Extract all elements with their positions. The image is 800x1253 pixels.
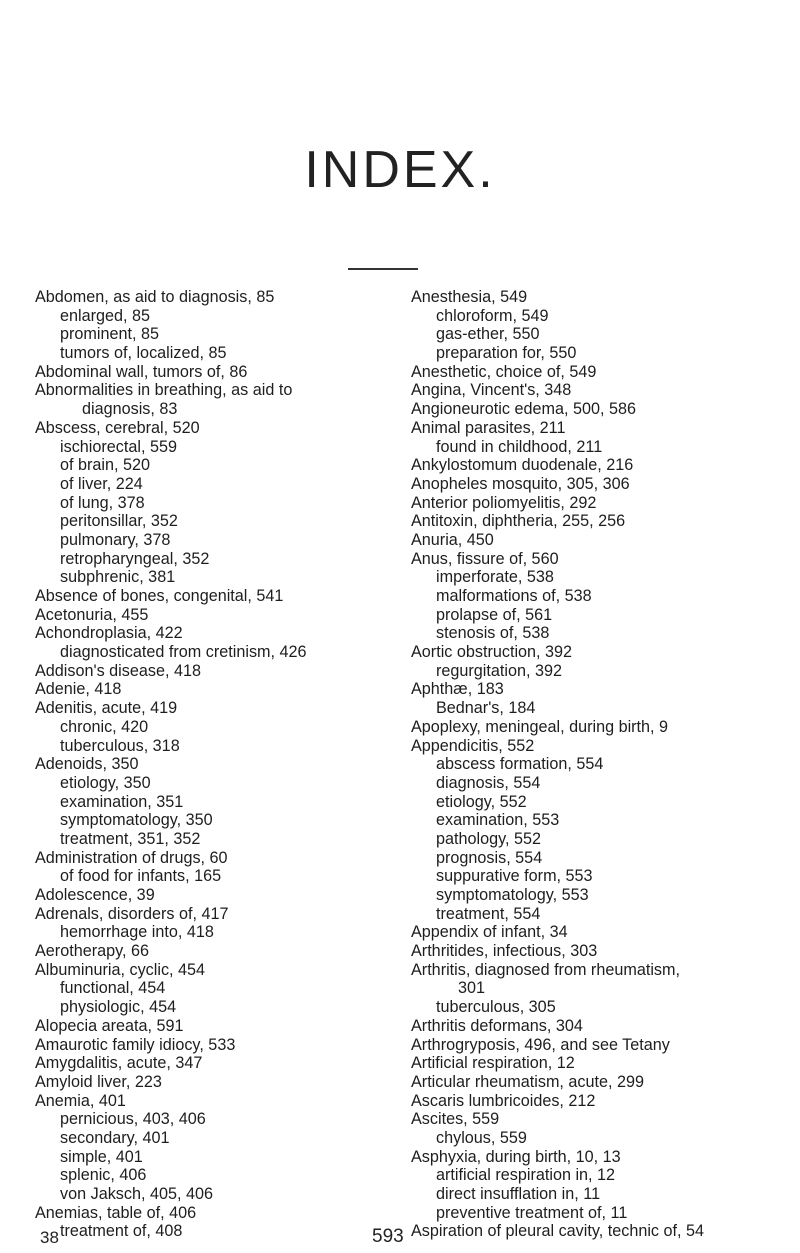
index-entry: Aortic obstruction, 392 xyxy=(411,643,573,662)
index-entry: Adrenals, disorders of, 417 xyxy=(35,904,229,923)
index-entry: Anesthetic, choice of, 549 xyxy=(411,362,597,381)
index-entry: Artificial respiration, 12 xyxy=(411,1054,575,1073)
index-entry: Aerotherapy, 66 xyxy=(35,942,149,961)
index-entry: Anopheles mosquito, 305, 306 xyxy=(411,474,630,493)
index-entry: Addison's disease, 418 xyxy=(35,661,201,680)
index-entry: Anterior poliomyelitis, 292 xyxy=(411,493,597,512)
index-entry: Arthritis, diagnosed from rheumatism, xyxy=(411,960,680,979)
index-entry: peritonsillar, 352 xyxy=(60,512,178,531)
index-entry: examination, 351 xyxy=(60,792,184,811)
index-entry: enlarged, 85 xyxy=(60,306,151,325)
index-entry: pulmonary, 378 xyxy=(60,530,171,549)
index-entry: physiologic, 454 xyxy=(60,998,177,1017)
title-rule xyxy=(348,268,418,270)
index-entry: Adenoids, 350 xyxy=(35,755,139,774)
index-entry: Adenitis, acute, 419 xyxy=(35,699,178,718)
index-entry: preventive treatment of, 11 xyxy=(436,1203,628,1222)
page-title: INDEX. xyxy=(304,141,496,199)
index-entry: Appendicitis, 552 xyxy=(411,736,535,755)
index-entry: Arthritis deformans, 304 xyxy=(411,1016,583,1035)
index-entry: splenic, 406 xyxy=(60,1166,147,1185)
index-entry: retropharyngeal, 352 xyxy=(60,549,210,568)
index-entry: Arthritides, infectious, 303 xyxy=(411,942,598,961)
index-entry: secondary, 401 xyxy=(60,1128,170,1147)
index-entry: tuberculous, 305 xyxy=(436,998,556,1017)
index-entry: tuberculous, 318 xyxy=(60,736,180,755)
index-entry: etiology, 552 xyxy=(436,792,527,811)
index-entry: Abdomen, as aid to diagnosis, 85 xyxy=(35,288,275,306)
index-entry: Anemia, 401 xyxy=(35,1091,126,1110)
index-entry: Albuminuria, cyclic, 454 xyxy=(35,960,206,979)
page-number: 593 xyxy=(372,1226,404,1247)
index-entry: Amyloid liver, 223 xyxy=(35,1072,162,1091)
index-entry: Adolescence, 39 xyxy=(35,886,155,904)
index-entry: Anuria, 450 xyxy=(411,530,494,549)
index-entry: of brain, 520 xyxy=(60,456,150,475)
index-entry: suppurative form, 553 xyxy=(436,867,593,886)
index-entry: Acetonuria, 455 xyxy=(35,605,149,624)
index-entry: diagnosis, 554 xyxy=(436,773,541,792)
index-entry: Apoplexy, meningeal, during birth, 9 xyxy=(411,717,669,736)
index-entry: chloroform, 549 xyxy=(436,306,549,325)
index-entry: chronic, 420 xyxy=(60,717,149,736)
index-entry: Anus, fissure of, 560 xyxy=(411,549,559,568)
index-entry: Adenie, 418 xyxy=(35,680,122,699)
index-entry: treatment, 554 xyxy=(436,904,541,923)
index-entry: Amygdalitis, acute, 347 xyxy=(35,1054,203,1073)
index-entry: symptomatology, 350 xyxy=(60,811,213,830)
index-entry: Administration of drugs, 60 xyxy=(35,848,228,867)
index-entry: functional, 454 xyxy=(60,979,166,998)
index-entry: diagnosis, 83 xyxy=(82,400,178,419)
index-entry: tumors of, localized, 85 xyxy=(60,344,227,363)
index-entry: Abdominal wall, tumors of, 86 xyxy=(35,362,248,381)
index-entry: treatment of, 408 xyxy=(60,1222,183,1241)
index-entry: abscess formation, 554 xyxy=(436,755,604,774)
index-entry: pathology, 552 xyxy=(436,829,542,848)
index-entry: found in childhood, 211 xyxy=(436,437,603,456)
index-entry: Achondroplasia, 422 xyxy=(35,624,183,643)
index-entry: Angioneurotic edema, 500, 586 xyxy=(411,400,636,419)
index-entry: Anesthesia, 549 xyxy=(411,288,528,306)
index-column-right xyxy=(411,288,796,1241)
index-entry: hemorrhage into, 418 xyxy=(60,923,214,942)
index-entry: treatment, 351, 352 xyxy=(60,829,201,848)
index-entry: etiology, 350 xyxy=(60,773,151,792)
index-entry: of food for infants, 165 xyxy=(60,867,222,886)
index-entry: 301 xyxy=(458,979,486,998)
index-entry: Animal parasites, 211 xyxy=(411,418,566,437)
index-entry: Antitoxin, diphtheria, 255, 256 xyxy=(411,512,626,531)
index-entry: Asphyxia, during birth, 10, 13 xyxy=(411,1147,621,1166)
index-entry: ischiorectal, 559 xyxy=(60,437,177,456)
index-entry: Abscess, cerebral, 520 xyxy=(35,418,200,437)
index-entry: Angina, Vincent's, 348 xyxy=(411,381,572,400)
index-entry: Ascites, 559 xyxy=(411,1110,500,1129)
index-entry: prognosis, 554 xyxy=(436,848,543,867)
index-entry: Amaurotic family idiocy, 533 xyxy=(35,1035,236,1054)
index-entry: examination, 553 xyxy=(436,811,560,830)
index-entry: of lung, 378 xyxy=(60,493,145,512)
index-entry: Appendix of infant, 34 xyxy=(411,923,568,942)
index-entry: Aphthæ, 183 xyxy=(411,680,504,699)
index-entry: stenosis of, 538 xyxy=(436,624,550,643)
index-entry: Anemias, table of, 406 xyxy=(35,1203,197,1222)
index-entry: Absence of bones, congenital, 541 xyxy=(35,587,284,605)
index-entry: von Jaksch, 405, 406 xyxy=(60,1185,213,1203)
index-entry: chylous, 559 xyxy=(436,1128,527,1147)
index-entry: Ankylostomum duodenale, 216 xyxy=(411,456,634,475)
index-entry: prolapse of, 561 xyxy=(436,605,553,624)
index-entry: subphrenic, 381 xyxy=(60,568,176,587)
index-entry: gas-ether, 550 xyxy=(436,325,540,344)
index-entry: prominent, 85 xyxy=(60,325,159,344)
index-entry: pernicious, 403, 406 xyxy=(60,1110,206,1129)
index-entry: Abnormalities in breathing, as aid to xyxy=(35,381,293,400)
index-entry: of liver, 224 xyxy=(60,474,143,493)
index-entry: Alopecia areata, 591 xyxy=(35,1016,184,1035)
index-entry: diagnosticated from cretinism, 426 xyxy=(60,643,307,662)
index-entry: symptomatology, 553 xyxy=(436,886,589,904)
index-column-left xyxy=(35,288,395,1241)
side-page-number: 38 xyxy=(40,1228,59,1247)
index-entry: direct insufflation in, 11 xyxy=(436,1185,601,1203)
index-entry: Articular rheumatism, acute, 299 xyxy=(411,1072,645,1091)
index-entry: Arthrogryposis, 496, and see Tetany xyxy=(411,1035,670,1054)
index-entry: artificial respiration in, 12 xyxy=(436,1166,616,1185)
index-entry: Bednar's, 184 xyxy=(436,699,536,718)
index-entry: simple, 401 xyxy=(60,1147,143,1166)
index-entry: preparation for, 550 xyxy=(436,344,577,363)
index-entry: imperforate, 538 xyxy=(436,568,554,587)
index-entry: Aspiration of pleural cavity, technic of, 54 xyxy=(411,1222,705,1241)
index-entry: Ascaris lumbricoides, 212 xyxy=(411,1091,596,1110)
index-entry: regurgitation, 392 xyxy=(436,661,562,680)
index-entry: malformations of, 538 xyxy=(436,587,592,605)
